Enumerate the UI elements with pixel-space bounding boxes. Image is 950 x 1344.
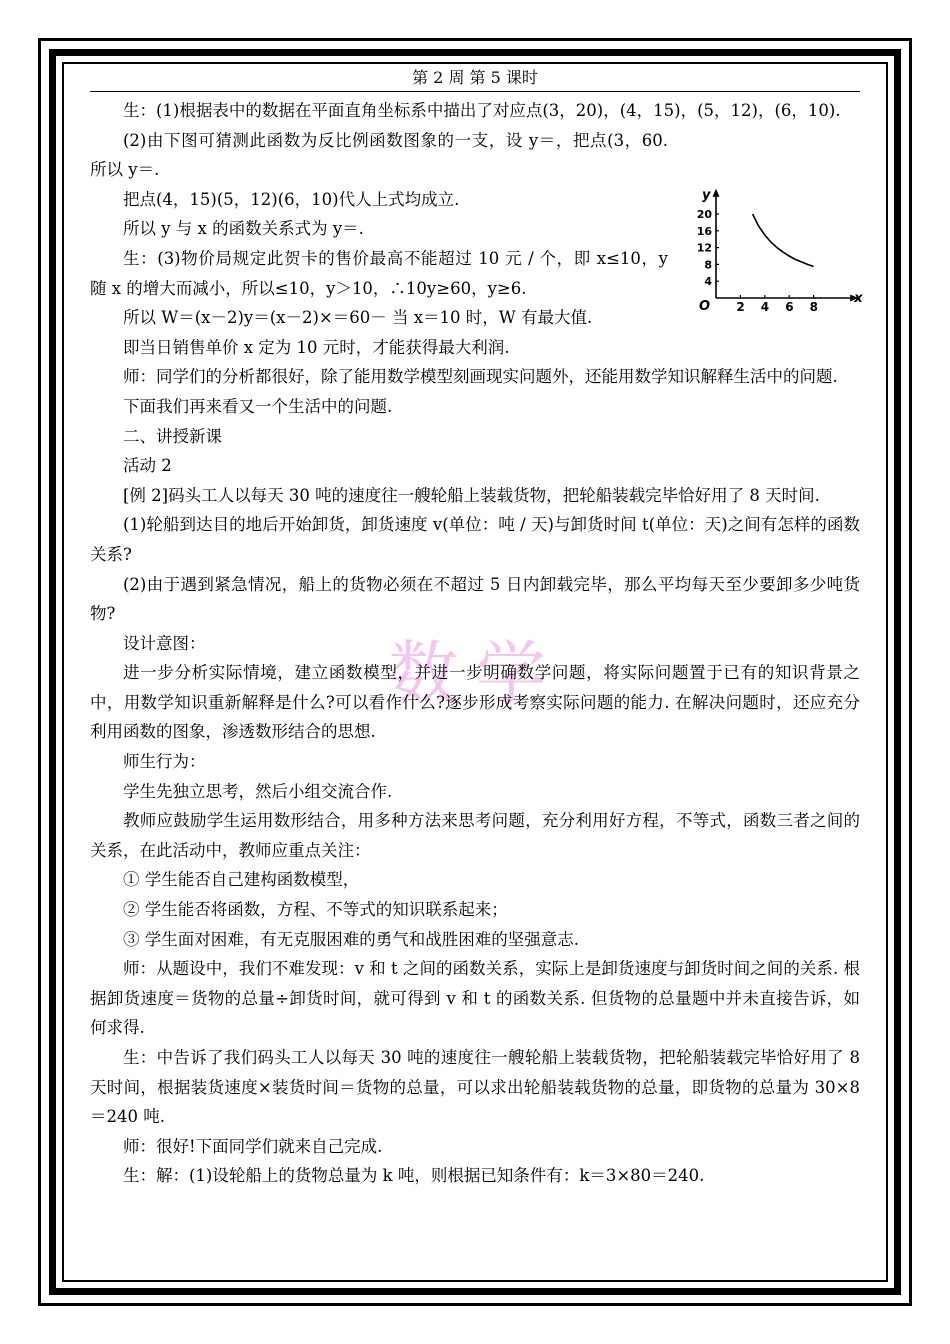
y-axis-arrow — [713, 189, 720, 197]
y-tick-label: 12 — [696, 241, 712, 255]
y-tick-label: 8 — [704, 258, 712, 272]
paragraph: (2)由下图可猜测此函数为反比例函数图象的一支，设 y＝，把点(3，60. 所以 y＝. — [90, 130, 668, 180]
list-item: ① 学生能否自己建构函数模型， — [123, 870, 360, 890]
paragraph: 学生先独立思考，然后小组交流合作. — [123, 781, 393, 801]
y-tick-label: 20 — [696, 208, 712, 221]
paragraph: 师：从题设中，我们不难发现：v 和 t 之间的函数关系，实际上是卸货速度与卸货时间之间的关系. 根据卸货速度＝货物的总量÷卸货时间，就可得到 v 和 t 的函数关系. 但货物的总量题中并未直接告诉，如何求得. — [90, 959, 860, 1038]
x-tick-label: 8 — [809, 300, 818, 314]
paragraph: 生：中告诉了我们码头工人以每天 30 吨的速度往一艘轮船上装载货物，把轮船装载完毕恰好用了 8 天时间，根据装货速度×装货时间＝货物的总量，可以求出轮船装载货物的总量，即货物的总量为 30×8＝240 吨. — [90, 1048, 860, 1127]
x-tick-label: 4 — [760, 300, 770, 314]
paragraph: 即当日销售单价 x 定为 10 元时，才能获得最大利润. — [123, 337, 510, 357]
paragraph: (2)由于遇到紧急情况，船上的货物必须在不超过 5 日内卸载完毕，那么平均每天至少要卸多少吨货物? — [90, 574, 860, 624]
paragraph: 教师应鼓励学生运用数形结合，用多种方法来思考问题，充分利用好方程，不等式，函数三者之间的关系，在此活动中，教师应重点关注： — [90, 811, 860, 860]
origin-label: O — [699, 299, 711, 314]
x-tick-label: 6 — [785, 300, 794, 314]
paragraph: 进一步分析实际情境，建立函数模型，并进一步明确数学问题，将实际问题置于已有的知识背景之中，用数学知识重新解释是什么?可以看作什么?逐步形成考察实际问题的能力. 在解决问题时，还应充分利用函数的图象，渗透数形结合的思想. — [90, 663, 860, 742]
y-tick-label: 16 — [696, 224, 712, 238]
paragraph: (1)轮船到达目的地后开始卸货，卸货速度 v(单位：吨 / 天)与卸货时间 t(单位：天)之间有怎样的函数关系? — [90, 515, 860, 564]
paragraph: 师：同学们的分析都很好，除了能用数学模型刻画现实问题外，还能用数学知识解释生活中的问题. — [123, 367, 838, 387]
page-header: 第 2 周 第 5 课时 — [412, 68, 538, 87]
paragraph: 生：(1)根据表中的数据在平面直角坐标系中描出了对应点(3，20)，(4，15)，(5，12)，(6，10). — [123, 101, 841, 120]
y-axis-label: y — [702, 187, 711, 203]
paragraph: 所以 y 与 x 的函数关系式为 y＝. — [123, 219, 364, 239]
x-tick-label: 2 — [736, 300, 745, 314]
paragraph: 生：解：(1)设轮船上的货物总量为 k 吨，则根据已知条件有：k＝3×80＝240. — [123, 1166, 705, 1186]
paragraph: 所以 W＝(x－2)y＝(x－2)×＝60－ 当 x＝10 时，W 有最大值. — [123, 308, 593, 328]
header-rule — [90, 91, 860, 92]
list-item: ② 学生能否将函数，方程、不等式的知识联系起来； — [123, 900, 508, 920]
list-item: ③ 学生面对困难，有无克服困难的勇气和战胜困难的坚强意志. — [123, 929, 579, 949]
y-tick-label: 4 — [704, 275, 712, 289]
inverse-function-graph — [690, 138, 868, 318]
paragraph: 下面我们再来看又一个生活中的问题. — [123, 396, 393, 416]
section-heading: 二、讲授新课 — [123, 426, 222, 446]
watermark: 数学 — [388, 633, 564, 715]
x-axis-label: x — [854, 291, 863, 306]
paragraph: 师：很好!下面同学们就来自己完成. — [123, 1136, 383, 1156]
paragraph: 设计意图： — [123, 633, 206, 653]
paragraph: 生：(3)物价局规定此贺卡的售价最高不能超过 10 元 / 个，即 x≤10，y 随 x 的增大而减小，所以≤10，y＞10，∴10y≥60，y≥6. — [90, 248, 668, 298]
paragraph: 把点(4，15)(5，12)(6，10)代人上式均成立. — [123, 189, 460, 209]
activity-heading: 活动 2 — [123, 456, 172, 476]
paragraph: [例 2]码头工人以每天 30 吨的速度往一艘轮船上装载货物，把轮船装载完毕恰好用了 8 天时间. — [123, 485, 820, 505]
paragraph: 师生行为： — [123, 752, 206, 772]
series-curve — [753, 214, 814, 267]
